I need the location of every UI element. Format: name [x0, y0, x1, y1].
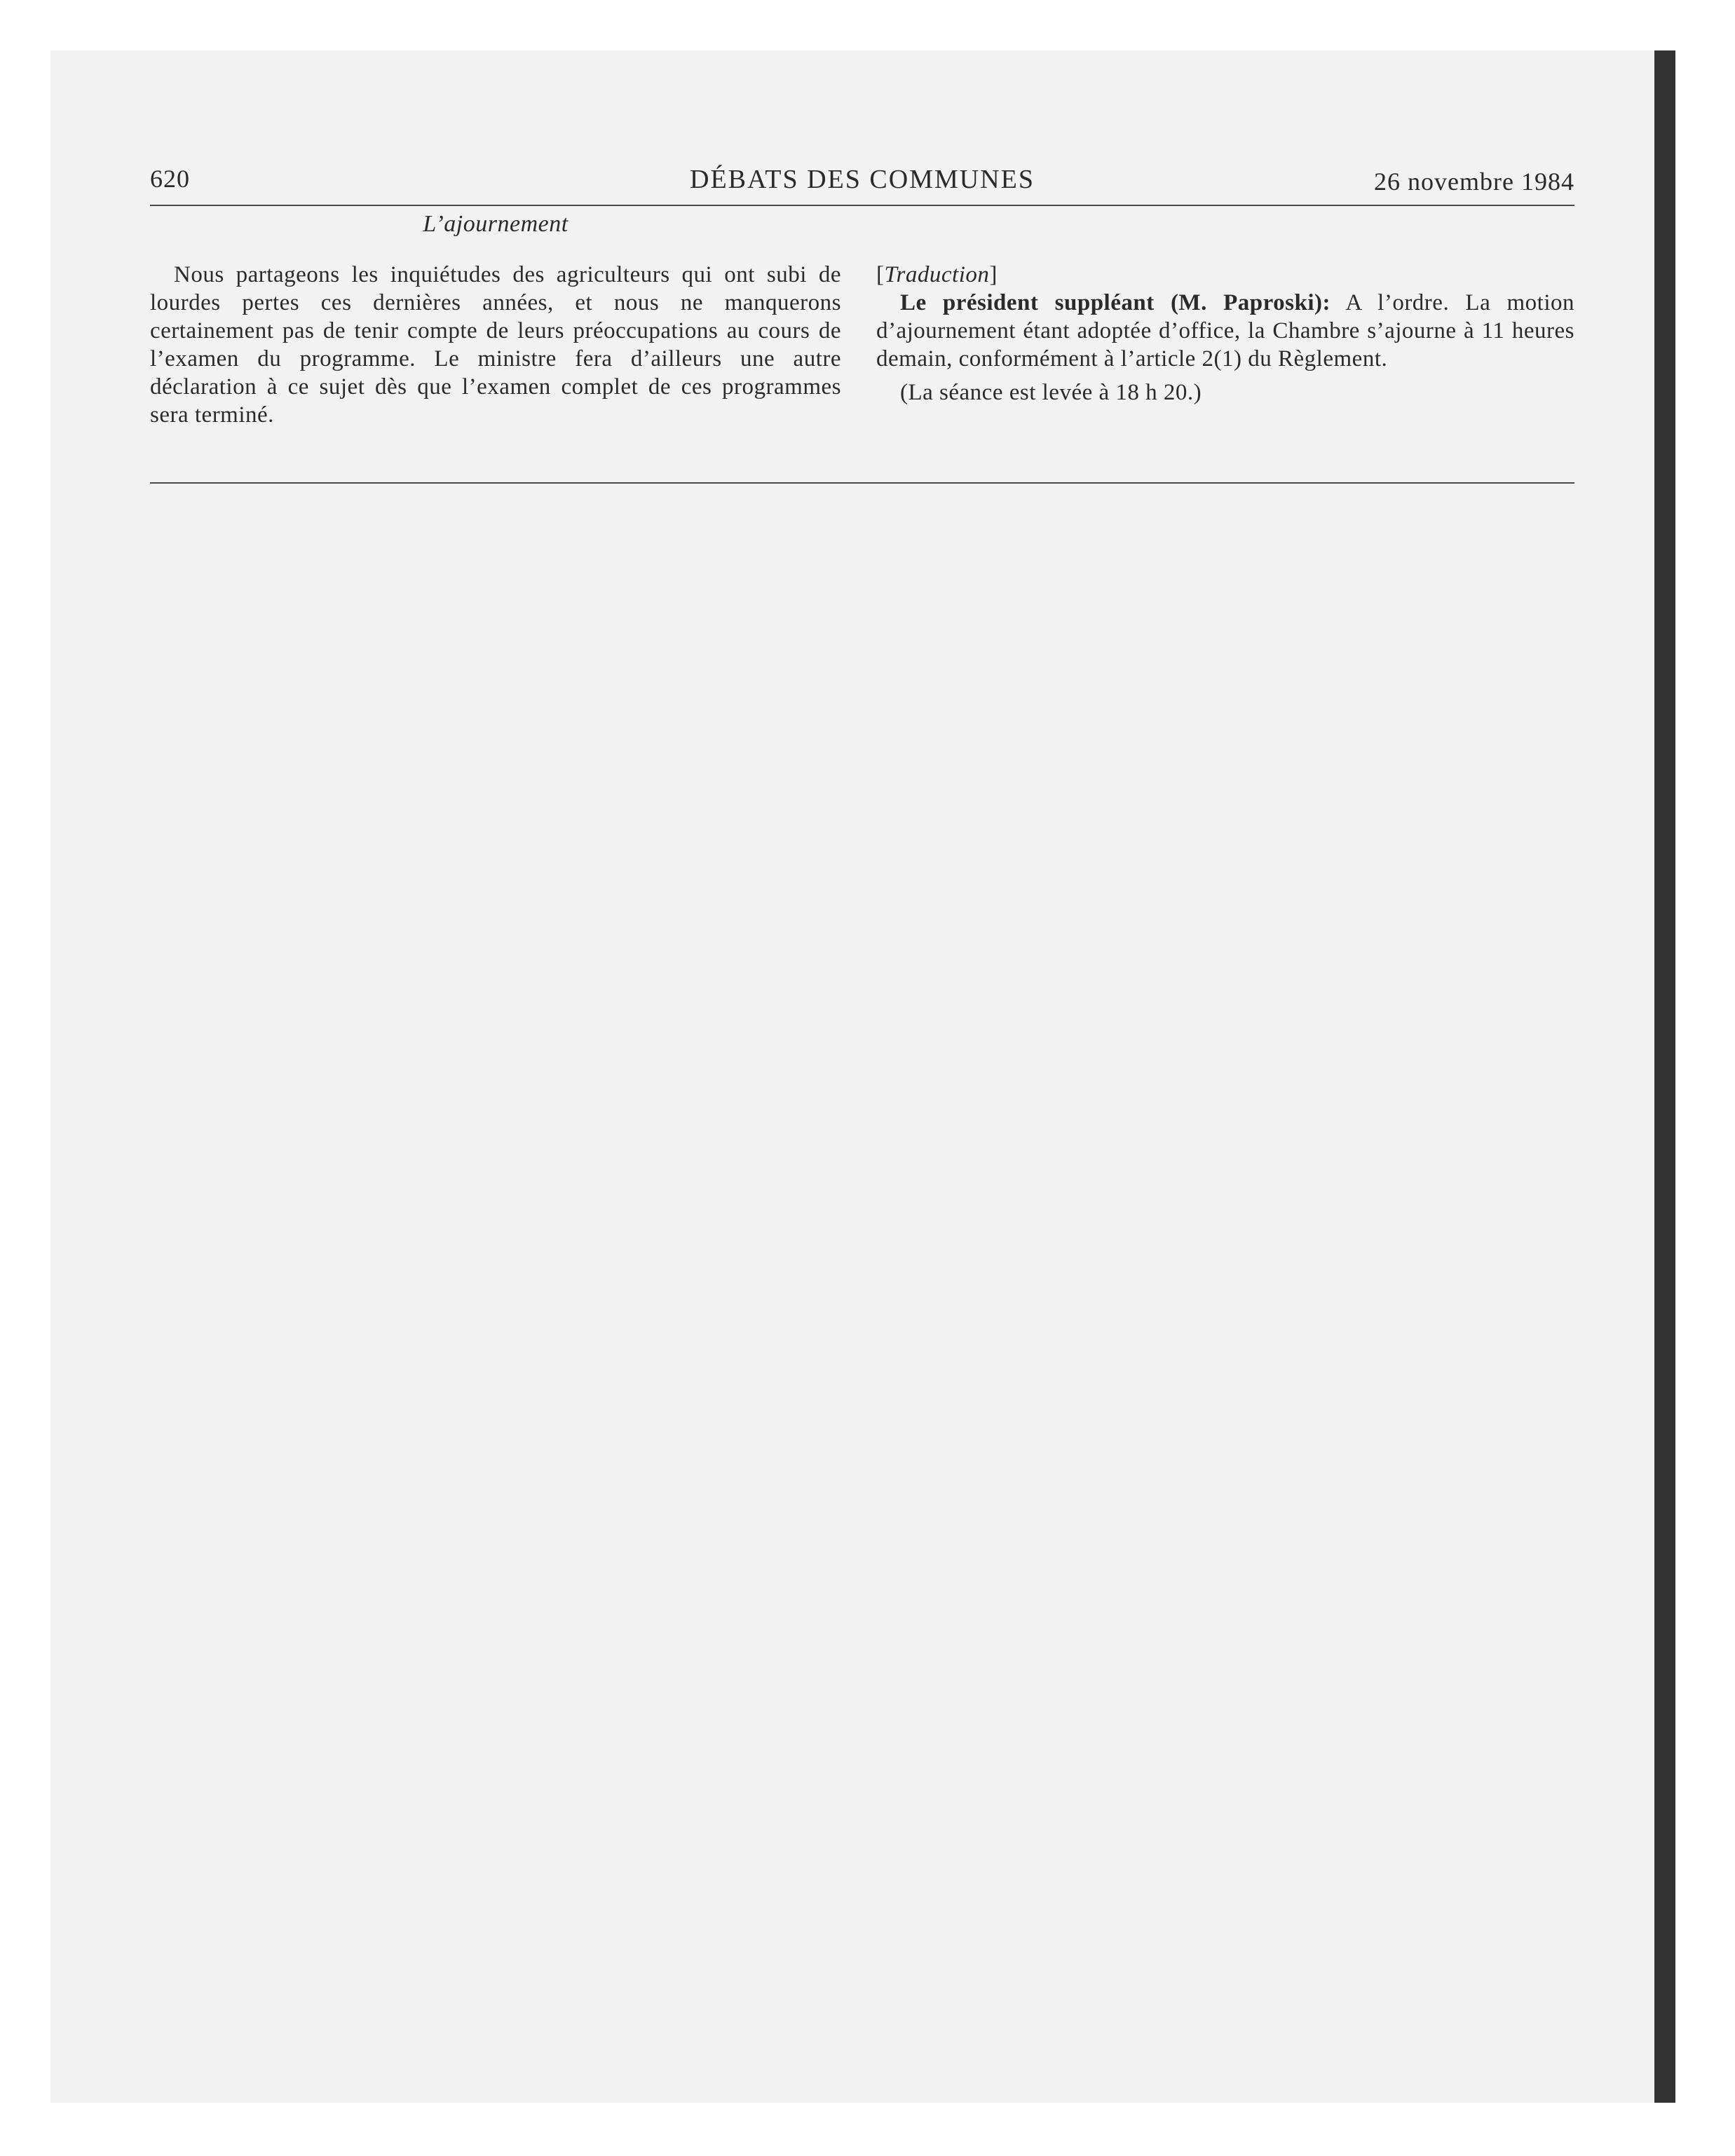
body-paragraph: Nous partageons les inquiétudes des agriculteurs qui ont subi de lourdes pertes ces dernières années, et nous ne manquerons certainement pas de tenir compte de leurs préoccupations au cours de l’examen du programme. Le ministre fera d’ailleurs une autre déclaration à ce sujet dès que l’examen complet de ces programmes sera terminé. [150, 262, 841, 428]
translation-label: Traduction [884, 262, 990, 287]
bracket-close: ] [989, 262, 998, 287]
speech-paragraph [876, 289, 1574, 373]
closing-note: (La séance est levée à 18 h 20.) [900, 380, 1202, 405]
header-date: 26 novembre 1984 [1374, 168, 1574, 196]
footer-rule [150, 482, 1574, 484]
speaker-name: Le président suppléant (M. Paproski): [900, 290, 1331, 315]
left-column [150, 210, 841, 429]
speech-text: A l’ordre. La motion d’ajournement étant adoptée d’office, la Chambre s’ajourne à 11 heures demain, conformément à l’article 2(1) du Règlement. [876, 290, 1574, 371]
page-header [150, 164, 1574, 206]
scan-edge-shadow [1654, 50, 1675, 2103]
bracket-open: [ [876, 262, 885, 287]
translation-tag [876, 261, 1574, 289]
section-heading: L’ajournement [423, 211, 569, 237]
running-title: DÉBATS DES COMMUNES [690, 165, 1035, 194]
right-column [876, 210, 1574, 407]
page-number: 620 [150, 165, 190, 193]
